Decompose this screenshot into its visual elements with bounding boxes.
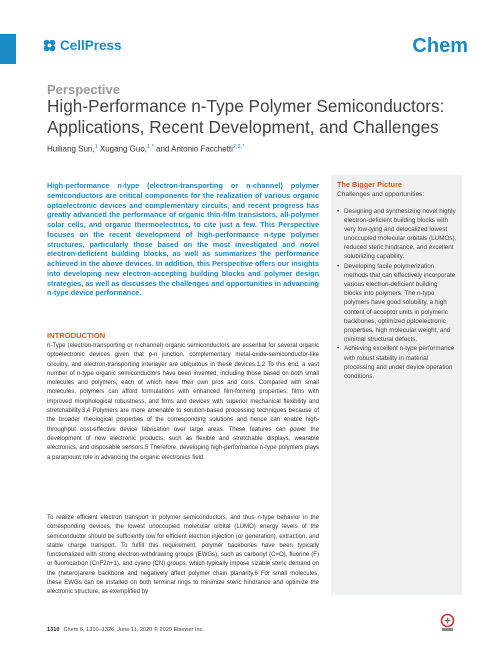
author-name[interactable]: Huiliang Sun, bbox=[47, 144, 95, 154]
journal-name: Chem bbox=[412, 35, 468, 57]
body-paragraph: To realize efficient electron transport in polymer semiconductors, and thus n-type behavior in the corresponding devices, the lowest unoccupied molecular orbital (LUMO) energy levels of the semiconductor should be sufficiently low for efficient electron injection (or generation), extraction, and stable charge transport. To fulfill this requirement, polymer backbones have been typically functionalized with strong electron-withdrawing groups (EWGs), such as carbonyl (C=O), fluorine (F) or fluorocarbon (CnF2n+1), and cyano (CN) groups, which typically impose sizable steric demand on the (hetero)arene backbone and negatively affect polymer chain planarity.6 For small molecules, these EWGs can be installed on both terminal rings to minimize steric hindrance and optimize the electronic structure, as exemplified by bbox=[47, 515, 319, 596]
publisher-name: CellPress bbox=[60, 38, 122, 53]
list-item bbox=[337, 262, 457, 344]
list-item bbox=[337, 344, 457, 380]
list-item-text: Achieving excellent n-type performance with robust stability in material processing and under device operation conditions. bbox=[344, 345, 455, 380]
author-affiliation[interactable]: 1,* bbox=[147, 144, 154, 150]
author-affiliation[interactable]: 1 bbox=[94, 144, 98, 150]
author-affiliation[interactable]: 2,3,* bbox=[232, 144, 245, 150]
list-item-text: Designing and synthesizing novel highly electron-deficient building blocks with very low-lying and delocalized lowest unoccupied molecular orbitals (LUMOs), reduced steric hindrance, and excellent solubilizing capability. bbox=[344, 208, 457, 261]
author-name[interactable]: Xugang Guo, bbox=[97, 144, 148, 154]
header-color-tab bbox=[0, 34, 16, 64]
cellpress-logo-icon bbox=[42, 38, 57, 53]
body-paragraph: n-Type (electron-transporting or n-channel) organic semiconductors are essential for several organic optoelectronic devices given that p-n junction, complementary metal-oxide-semiconductor-like circuitry, and electron-transporting interlayer are ubiquitous in these devices.1,2 To this end, a vast number of n-type organic semiconductors have been invented, including those based on both small molecules and polymers, each of which have their own pros and cons. Compared with small molecules, polymers can afford formulations with enhanced film-forming properties, films with improved morphological robustness, and films and devices with superior mechanical flexibility and stretchability.3,4 Polymers are more amenable to solution-based processing techniques because of the broader rheological properties of the corresponding solutions and hence can enable high-throughput cost-effective device fabrication over large areas. These features can power the development of new electronic products, such as flexible and stretchable displays, wearable electronics, and disposable sensors.5 Therefore, developing high-performance n-type polymers plays a paramount role in advancing the organic electronics field. bbox=[47, 343, 319, 461]
article-title: High-Performance n-Type Polymer Semiconductors: Applications, Recent Development, and Challenges bbox=[47, 96, 445, 137]
author-name[interactable]: and Antonio Facchetti bbox=[153, 144, 233, 154]
bigger-picture-title: The Bigger Picture bbox=[337, 180, 402, 189]
list-item bbox=[337, 207, 457, 262]
page-number: 1310 bbox=[47, 627, 60, 633]
bigger-picture-subtitle: Challenges and opportunities: bbox=[337, 191, 425, 198]
list-item-text: Developing facile polymerization methods that can effectively incorporate various electron-deficient building blocks into polymers. The n-type polymers have good solubility, a high content of acceptor units in polymeric backbones, optimized optoelectronic properties, high molecular weight, and minimal structural defects. bbox=[344, 263, 456, 343]
abstract: High-performance n-type (electron-transporting or n-channel) polymer semiconductors are critical components for the realization of various organic optoelectronic devices and complementary circuits, and recent progress has greatly advanced the performance of organic thin-film transistors, all-polymer solar cells, and organic thermoelectrics, to cite just a few. This Perspective focuses on the recent development of high-performance n-type polymer structures, particularly those based on the most investigated and novel electron-deficient building blocks, as well as summarizes the performance achieved in the above devices. In addition, this Perspective offers our insights into developing new electron-accepting building blocks and polymer design strategies, as well as discusses the challenges and opportunities in advancing n-type device performance. bbox=[47, 181, 319, 298]
bullet-icon: • bbox=[337, 263, 340, 271]
author-list bbox=[47, 144, 244, 154]
bullet-icon: • bbox=[337, 208, 340, 215]
publisher-logo bbox=[42, 38, 122, 53]
journal-citation: Chem 6, 1310–1326, June 11, 2020 © 2020 Elsevier Inc. bbox=[63, 627, 204, 633]
bigger-picture-list bbox=[337, 207, 457, 381]
page-footer bbox=[47, 627, 204, 633]
bullet-icon: • bbox=[337, 345, 340, 353]
article-section-label: Perspective bbox=[47, 82, 120, 97]
introduction-heading: INTRODUCTION bbox=[47, 331, 106, 340]
crossmark-icon[interactable] bbox=[440, 613, 455, 633]
